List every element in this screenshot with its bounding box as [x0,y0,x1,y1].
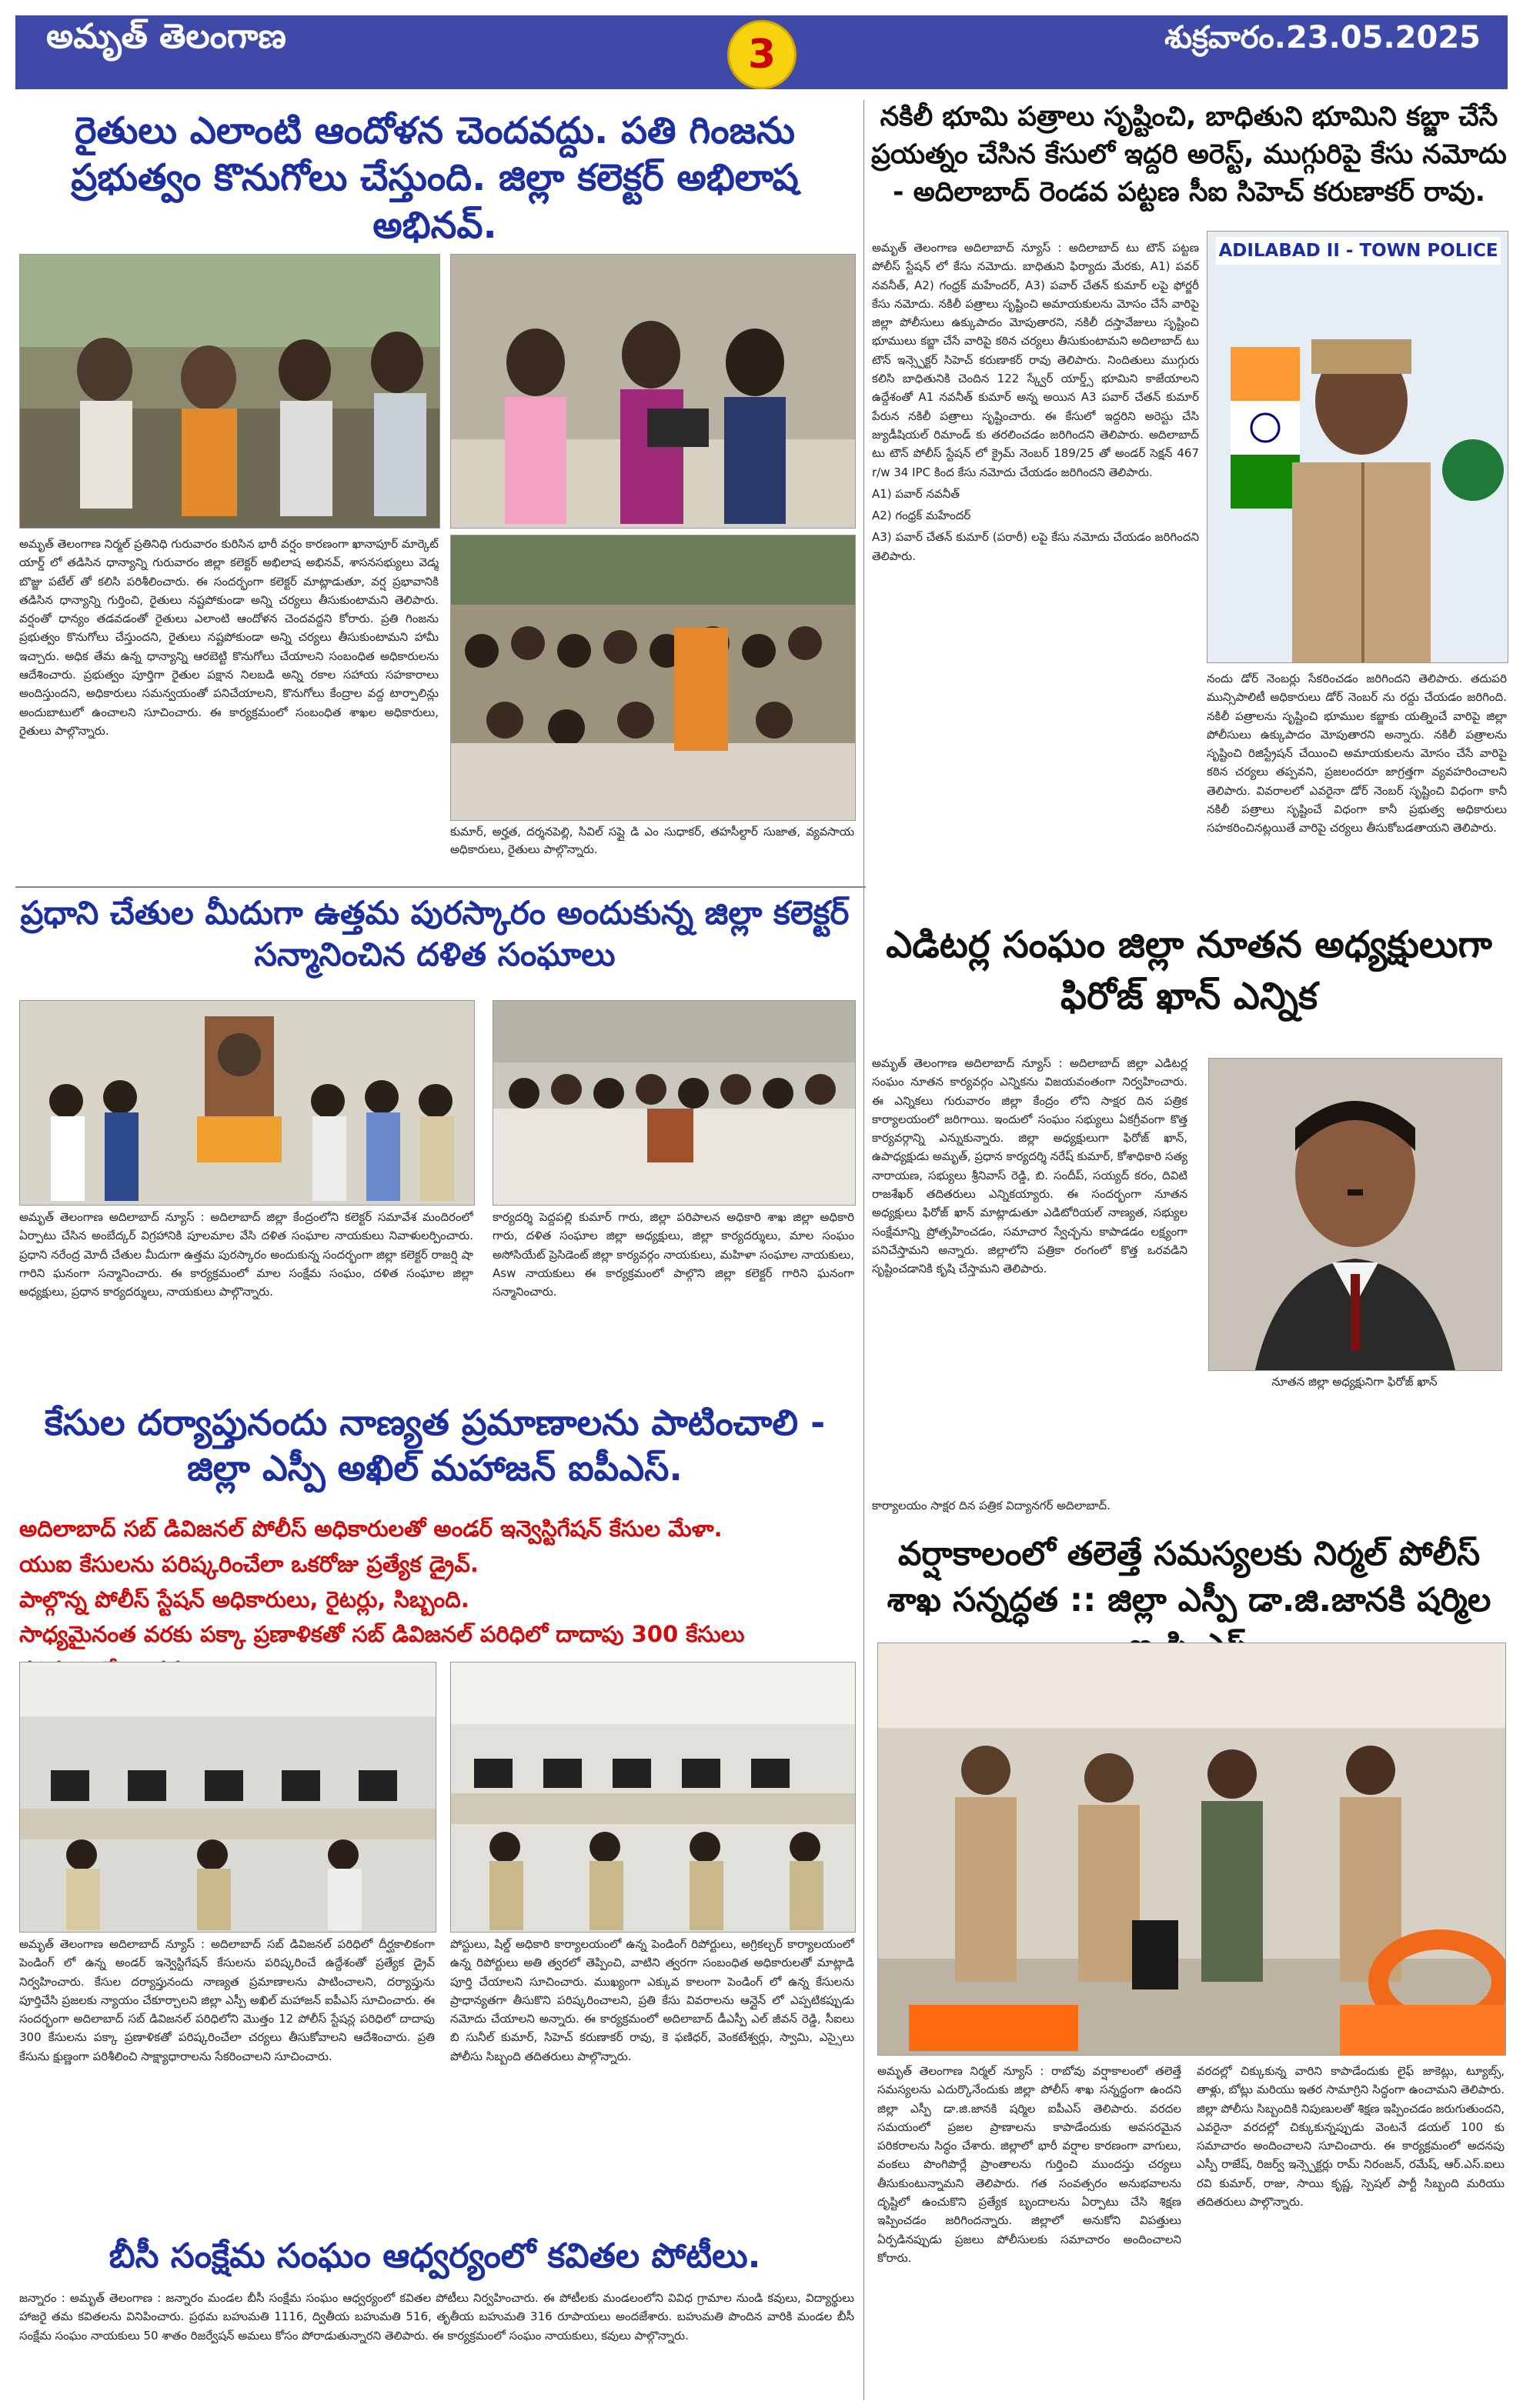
story6-body-right: వరదల్లో చిక్కుకున్న వారిని కాపాడేందుకు లైఫ్ జాకెట్లు, ట్యూబ్స్, తాళ్లు, బోట్లు మరియు ఇతర సామాగ్రిని సిద్ధంగా ఉంచామని తెలిపారు. జిల్లా పోలీసు సిబ్బందికి నిపుణులతో శిక్షణ ఇప్పించడం జరుగుతుందని, ఎవరైనా వరదల్లో చిక్కుకున్నప్పుడు వెంటనే డయల్ 100 కు సమాచారం అందించాలని సూచించారు. ఈ కార్యక్రమంలో అదనపు ఎస్పీ రాజేష్, రిజర్వ్ ఇన్స్పెక్టర్లు రామ్ నిరంజన్, రమేష్, ఆర్.ఎస్.ఐలు రవి కుమార్, రాజు, సాయి కృష్ణ, స్పెషల్ పార్టీ సిబ్బంది మరియు తదితరులు పాల్గొన్నారు. [1197,2064,1505,2210]
column-divider [863,100,864,2400]
story2-body2: నందు డోర్ నెంబర్లు సేకరించడం జరిగిందని తెలిపారు. తదుపరి మున్సిపాలిటీ అధికారులు డోర్ నెంబర్ ను రద్దు చేయడం జరిగింది. నకిలీ పత్రాలను సృష్టించి భూముల కబ్జాకు యత్నించే వారిపై జిల్లా పోలీసులు ఉక్కుపాదం మోపుతారని అన్నారు. నకిలీ పత్రాలను సృష్టించి రిజిస్ట్రేషన్ చేయించి అమాయకులను మోసం చేసే వారిపై కఠిన చర్యలు తప్పవని, ప్రజలందరూ జాగ్రత్తగా వ్యవహరించాలని తెలిపారు. వివరాలలో ఎవరైనా డోర్ నెంబర్ సృష్టించి విధంగా కానీ నకిలీ పత్రాలు సృష్టించే విధంగా కానీ ప్రభుత్వ అధికారులు సహకరించినట్లయితే వారిపై చర్యలు తీసుకోబడతాయని తెలిపారు. [1207,672,1507,835]
story1-photo-caption: కుమార్, అర్హత, దర్శనపెల్లి, సివిల్ సప్లై డి ఎం సుధాకర్, తహసీల్దార్ సుజాత, వ్యవసాయ అధికారులు, రైతులు పాల్గొన్నారు. [450,825,854,856]
story2-list-item-2: A2) గంధ్రక్ మహేందర్ [872,509,971,523]
story5-highlight-4: సాధ్యమైనంత వరకు పక్కా ప్రణాళికతో సబ్ డివిజనల్ పరిధిలో దాదాపు 300 కేసులు [19,1621,745,1648]
story5-highlight-2: యుఐ కేసులను పరిష్కరించేలా ఒకరోజు ప్రత్యేక డ్రైవ్. [19,1550,479,1577]
story2-officer-photo [1207,231,1508,663]
story5-highlight-3: పాల్గొన్న పోలీస్ స్టేషన్ అధికారులు, రైటర్లు, సిబ్బంది. [19,1586,469,1613]
story6-body-left: అమృత్ తెలంగాణ నిర్మల్ న్యూస్ : రాబోవు వర్షాకాలంలో తలెత్తే సమస్యలను ఎదుర్కొనేందుకు జిల్లా పోలీస్ శాఖ సన్నద్ధంగా ఉందని జిల్లా ఎస్పీ డా.జి.జానకి షర్మిల ఐపీఎస్ తెలిపారు. వరదల సమయంలో ప్రజల ప్రాణాలను కాపాడేందుకు అవసరమైన పరికరాలను సిద్ధం చేశారు. జిల్లాలో భారీ వర్షాల కారణంగా వాగులు, వంకలు పొంగిపొర్లే ప్రాంతాలను గుర్తించి ముందస్తు చర్యలు తీసుకుంటున్నామని తెలిపారు. గత సంవత్సరం అనుభవాలను దృష్టిలో ఉంచుకొని ప్రత్యేక బృందాలను ఏర్పాటు చేసి శిక్షణ ఇప్పించడం జరిగిందన్నారు. జిల్లాలో అనుకోని విపత్తులు ఏర్పడినప్పుడు ప్రజలు పోలీసులకు సమాచారం అందించాలని కోరారు. [877,2064,1181,2265]
story6-photo [877,1643,1506,2056]
story2-headline: నకిలీ భూమి పత్రాలు సృష్టించి, బాధితుని భూమిని కబ్జా చేసే ప్రయత్నం చేసిన కేసులో ఇద్దరి అరెస్ట్, ముగ్గురిపై కేసు నమోదు - అదిలాబాద్ రెండవ పట్టణ సీఐ సిహెచ్ కరుణాకర్ రావు. [871,102,1507,208]
story4-photo-caption: నూతన జిల్లా అధ్యక్షునిగా ఫిరోజ్ ఖాన్ [1271,1375,1438,1389]
story2-list-item-3: A3) పవార్ చేతన్ కుమార్ (పరారీ) లపై కేసు నమోదు చేయడం జరిగిందని తెలిపారు. [872,530,1199,563]
story1-photo-crowd [450,535,856,821]
story1-headline: రైతులు ఎలాంటి ఆందోళన చెందవద్దు. పతి గింజను ప్రభుత్వం కొనుగోలు చేస్తుంది. జిల్లా కలెక్టర్ అభిలాష అభినవ్. [71,109,799,247]
story3-photo-right [493,1000,856,1206]
story2-banner: ADILABAD II - TOWN POLICE [1216,237,1501,265]
story4-portrait-photo [1208,1058,1502,1371]
story7-body: జన్నారం : అమృత్ తెలంగాణ : జన్నారం మండల బీసీ సంక్షేమ సంఘం ఆధ్వర్యంలో కవితల పోటీలు నిర్వహించారు. ఈ పోటీలకు మండలంలోని వివిధ గ్రామాల నుండి కవులు, విద్యార్థులు హాజరై తమ కవితలను వినిపించారు. ప్రథమ బహుమతి 1116, ద్వితీయ బహుమతి 516, తృతీయ బహుమతి 316 రూపాయలు అందజేశారు. బహుమతి పొందిన వారికి మండల బీసీ సంక్షేమ సంఘం నాయకులు 50 శాతం రిజర్వేషన్ అమలు కోసం పోరాడుతున్నారని తెలిపారు. ఈ కార్యక్రమంలో సంఘం నాయకులు, కవులు పాల్గొన్నారు. [19,2291,854,2343]
story5-body-left: అమృత్ తెలంగాణ అదిలాబాద్ న్యూస్ : అదిలాబాద్ సబ్ డివిజనల్ పరిధిలో దీర్ఘకాలికంగా పెండింగ్ లో ఉన్న అండర్ ఇన్వెస్టిగేషన్ కేసులను పరిష్కరించే ఉద్దేశంతో ప్రత్యేక డ్రైవ్ నిర్వహించారు. కేసుల దర్యాప్తునందు నాణ్యత ప్రమాణాలను పాటించాలని, దర్యాప్తును పూర్తిచేసి ప్రజలకు న్యాయం చేకూర్చాలని జిల్లా ఎస్పీ అఖిల్ మహాజన్ ఐపీఎస్ సూచించారు. ఈ సందర్భంగా అదిలాబాద్ సబ్ డివిజనల్ పరిధిలోని మొత్తం 12 పోలీస్ స్టేషన్ల పరిధిలో దాదాపు 300 కేసులను పక్కా ప్రణాళికతో పరిష్కరించేలా చర్యలు తీసుకోవాలని ఆదేశించారు. ప్రతి కేసును క్షుణ్ణంగా పరిశీలించి సాక్ష్యాధారాలను సేకరించాలని సూచించారు. [19,1937,435,2063]
story7-headline: బీసీ సంక్షేమ సంఘం ఆధ్వర్యంలో కవితల పోటీలు. [109,2236,761,2276]
story5-headline: కేసుల దర్యాప్తునందు నాణ్యత ప్రమాణాలను పాటించాలి - జిల్లా ఎస్పీ అఖిల్ మహాజన్ ఐపీఎస్. [44,1402,826,1489]
story5-highlight-1: అదిలాబాద్ సబ్ డివిజనల్ పోలీస్ అధికారులతో అండర్ ఇన్వెస్టిగేషన్ కేసుల మేళా. [19,1516,723,1542]
story5-body-right: పోస్టులు, షిల్డ్ అధికారి కార్యాలయంలో ఉన్న పెండింగ్ రిపోర్టులు, అగ్రికల్చర్ కార్యాలయంలో ఉన్న రిపోర్టులు అతి త్వరలో తెప్పించి, వాటిని త్వరగా సంబంధిత అధికారులతో మాట్లాడి పూర్తి చేయాలని సూచించారు. ముఖ్యంగా ఎక్కువ కాలంగా పెండింగ్ లో ఉన్న కేసులను ప్రాధాన్యతగా తీసుకొని పరిష్కరించాలని, ప్రతి కేసు వివరాలను ఆన్లైన్ లో ఎప్పటికప్పుడు నమోదు చేయాలని అన్నారు. ఈ కార్యక్రమంలో అదిలాబాద్ డీఎస్పీ ఎల్ జీవన్ రెడ్డి, సీఐలు బి సునీల్ కుమార్, సిహెచ్ కరుణాకర్ రావు, కె ఫణిధర్, వెంకటేశ్వర్లు, స్వామి, ఎస్సైలు పోలీసు సిబ్బంది తదితరులు పాల్గొన్నారు. [450,1937,854,2063]
story4-headline: ఎడిటర్ల సంఘం జిల్లా నూతన అధ్యక్షులుగా ఫిరోజ్ ఖాన్ ఎన్నిక [886,923,1492,1019]
story1-photo-right [450,254,856,529]
masthead-date: శుక్రవారం.23.05.2025 [1164,20,1481,55]
story2-body-text: అమృత్ తెలంగాణ అదిలాబాద్ న్యూస్ : అదిలాబాద్ టు టౌన్ పట్టణ పోలీస్ స్టేషన్ లో కేసు నమోదు. బాధితుని ఫిర్యాదు మేరకు, A1) పవర్ నవనీత్, A2) గంధ్రక్ మహేందర్, A3) పవార్ చేతన్ కుమార్ లపై ఫోర్జరీ కేసు నమోదు. నకిలీ పత్రాలు సృష్టించి అమాయకులను మోసం చేసే వారిపై జిల్లా పోలీసులు ఉక్కుపాదం మోపుతారని, నకిలీ దస్తావేజులు సృష్టించి భూములు కబ్జా చేసే వారిపై కఠిన చర్యలు తీసుకుంటామని అదిలాబాద్ టు టౌన్ ఇన్స్పెక్టర్ సిహెచ్ కరుణాకర్ రావు తెలిపారు. నిందితులు ముగ్గురు కలిసి బాధితునికి చెందిన 122 స్క్వేర్ యార్డ్స్ భూమిని కాజేయాలని ఉద్దేశంతో A1 నవనీత్ కుమార్ అన్న అయిన A3 పవార్ చేతన్ కుమార్ పేరున నకిలీ పత్రాలు సృష్టించారు. ఈ కేసులో ఇద్దరిని అరెస్టు చేసి జ్యుడీషియల్ రిమాండ్ కు తరలించడం జరిగిందని తెలిపారు. అదిలాబాద్ టు టౌన్ పోలీస్ స్టేషన్ లో క్రైమ్ నెంబర్ 189/25 తో అండర్ సెక్షన్ 467 r/w 34 IPC కింద కేసు నమోదు చేయడం జరిగిందని తెలిపారు. [872,241,1199,479]
story3-body-left: అమృత్ తెలంగాణ అదిలాబాద్ న్యూస్ : అదిలాబాద్ జిల్లా కేంద్రంలోని కలెక్టర్ సమావేశ మందిరంలో ఏర్పాటు చేసిన అంబేద్కర్ విగ్రహానికి పూలమాల వేసి దళిత సంఘాల నాయకులు నివాళులర్పించారు. ప్రధాని నరేంద్ర మోదీ చేతుల మీదుగా ఉత్తమ పురస్కారం అందుకున్న సందర్భంగా జిల్లా కలెక్టర్ రాజర్షి షా గారిని ఘనంగా సన్మానించారు. ఈ కార్యక్రమంలో మాల సంక్షేమ సంఘం, దళిత సంఘాల జిల్లా అధ్యక్షులు, ప్రధాన కార్యదర్శులు, నాయకులు పాల్గొన్నారు. [19,1210,473,1299]
story2-body [872,238,1199,1012]
story3-photo-left [19,1000,475,1206]
story4-body: అమృత్ తెలంగాణ అదిలాబాద్ న్యూస్ : అదిలాబాద్ జిల్లా ఎడిటర్ల సంఘం నూతన కార్యవర్గం ఎన్నికను విజయవంతంగా నిర్వహించారు. ఈ ఎన్నికలు గురువారం జిల్లా కేంద్రం లోని సాక్షర దిన పత్రిక కార్యాలయంలో జరిగాయి. ఇందులో సంఘం సభ్యులు ఏకగ్రీవంగా కొత్త కార్యవర్గాన్ని ఎన్నుకున్నారు. జిల్లా అధ్యక్షులుగా ఫిరోజ్ ఖాన్, ఉపాధ్యక్షుడు అమృత్, ప్రధాన కార్యదర్శి నరేష్ కుమార్, కోశాధికారి సత్య నారాయణ, సభ్యులు శ్రీనివాస్ రెడ్డి, బి. సందీప్, సయ్యద్ కరం, దివిటి రాజశేఖర్ తదితరులు ఎన్నికయ్యారు. ఈ సందర్భంగా నూతన అధ్యక్షులు ఫిరోజ్ ఖాన్ మాట్లాడుతూ ఎడిటోరియల్ నాణ్యత, సభ్యుల సంక్షేమాన్ని ప్రోత్సహించడం, సమాచార స్వేచ్ఛను కాపాడడం లక్ష్యంగా పనిచేస్తామని అన్నారు. జిల్లాలోని పత్రికా రంగంలో కొత్త ఒరవడిని సృష్టించడానికి కృషి చేస్తామని తెలిపారు. [872,1056,1187,1276]
masthead-title: అమృత్ తెలంగాణ [46,17,286,56]
story6-headline: వర్షాకాలంలో తలెత్తే సమస్యలకు నిర్మల్ పోలీస్ శాఖ సన్నద్ధత :: జిల్లా ఎస్పీ డా.జి.జానకి షర్మిల [887,1535,1491,1620]
story3-body-right: కార్యదర్శి పెద్దపల్లి కుమార్ గారు, జిల్లా పరిపాలన అధికారి శాఖ జిల్లా అధికారి గారు, దళిత సంఘాల జిల్లా అధ్యక్షులు, జిల్లా కార్యదర్శులు, మాల సంఘం అసోసియేట్ ప్రెసిడెంట్ జిల్లా కార్యవర్గం నాయకులు, మహిళా సంఘాల నాయకులు, Asw నాయకులు ఈ కార్యక్రమంలో పాల్గొని జిల్లా కలెక్టర్ గారిని ఘనంగా సన్మానించారు. [493,1210,854,1299]
story5-photo-left [19,1662,436,1933]
story1-body: అమృత్ తెలంగాణ నిర్మల్ ప్రతినిధి గురువారం కురిసిన భారీ వర్షం కారణంగా ఖానాపూర్ మార్కెట్ యార్డ్ లో తడిసిన ధాన్యాన్ని గురువారం జిల్లా కలెక్టర్ అభిలాష అభినవ్, శాసనసభ్యులు వెడ్మ బొజ్జు పటేల్ తో కలిసి పరిశీలించారు. ఈ సందర్భంగా కలెక్టర్ మాట్లాడుతూ, వర్ష ప్రభావానికి తడిసిన ధాన్యాన్ని గుర్తించి, రైతులు నష్టపోకుండా అన్ని చర్యలు తీసుకుంటామని తెలిపారు. వర్షంతో ధాన్యం తడవడంతో రైతులు ఎలాంటి ఆందోళన చెందవద్దని కోరారు. ప్రతి గింజను ప్రభుత్వం కొనుగోలు చేస్తుందని, రైతులు నష్టపోకుండా అన్ని చర్యలు తీసుకుంటామని హామీ ఇచ్చారు. అధిక తేమ ఉన్న ధాన్యాన్ని ఆరబెట్టి కొనుగోలు చేయాలని సంబంధిత అధికారులను ఆదేశించారు. ప్రభుత్వం పూర్తిగా రైతుల పక్షాన నిలబడి అన్ని రకాల సహాయ సహకారాలు అందిస్తుందని, అధికారులు సమన్వయంతో పనిచేయాలని, కొనుగోలు కేంద్రాల వద్ద టార్పాలిన్లు అందుబాటులో ఉంచాలని సూచించారు. ఈ కార్యక్రమంలో సంబంధిత శాఖల అధికారులు, రైతులు పాల్గొన్నారు. [19,537,439,738]
story1-photo-left [19,254,440,529]
story4-footer: కార్యాలయం సాక్షర దిన పత్రిక విద్యానగర్ అదిలాబాద్. [872,1499,1111,1513]
page-number-badge: 3 [727,20,797,89]
divider-line [15,886,866,888]
story3-headline: ప్రధాని చేతుల మీదుగా ఉత్తమ పురస్కారం అందుకున్న జిల్లా కలెక్టర్ సన్మానించిన దళిత సంఘాలు [20,894,850,973]
story5-photo-right [450,1662,856,1933]
story2-list-item-1: A1) పవార్ నవనీత్ [872,486,960,501]
